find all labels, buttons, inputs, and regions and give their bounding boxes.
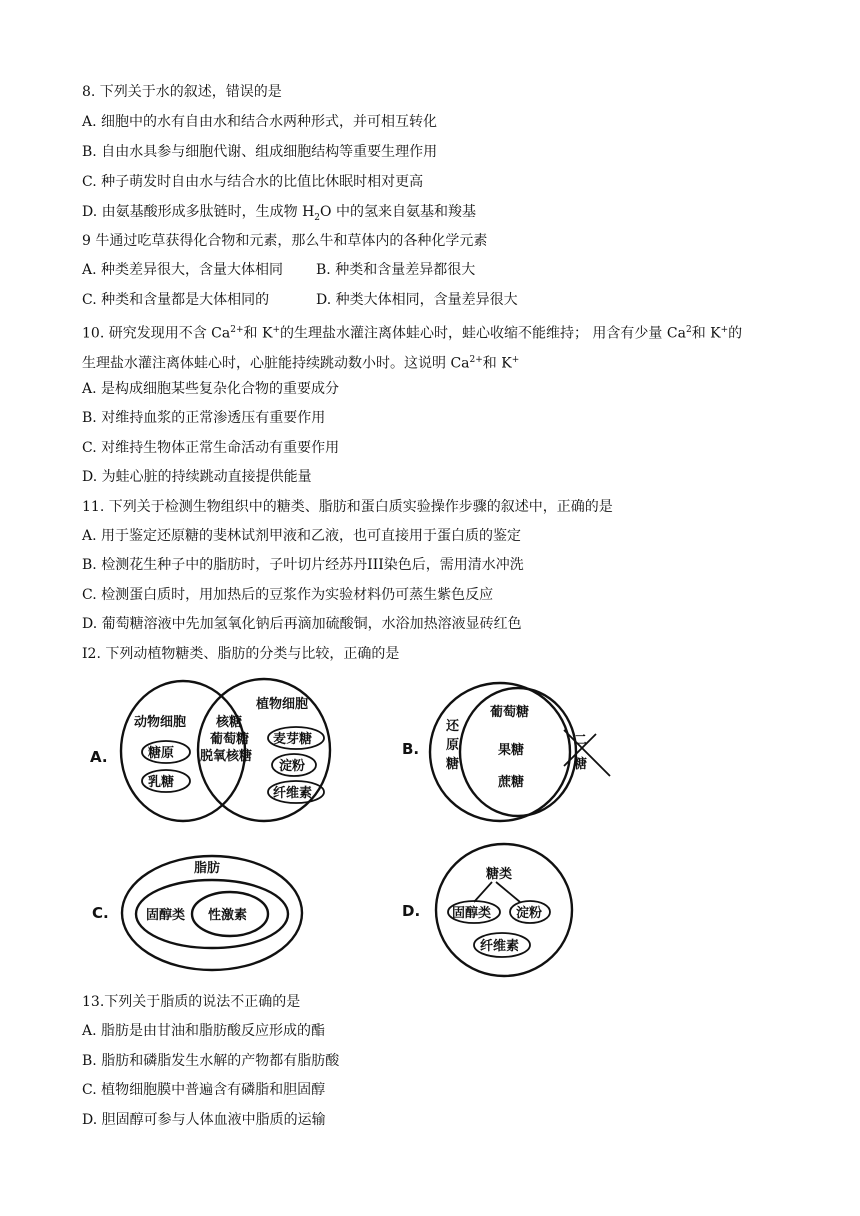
q10-sup-2: + xyxy=(272,325,280,335)
q9-option-a: A. 种类差异很大，含量大体相同 xyxy=(82,262,284,278)
q8-stem: 8. 下列关于水的叙述，错误的是 xyxy=(82,84,282,100)
q13-stem: 13.下列关于脂质的说法不正确的是 xyxy=(82,994,301,1010)
label-di-1: 二 xyxy=(574,733,588,748)
q9-option-d: D. 种类大体相同，含量差异很大 xyxy=(316,292,518,308)
label-sucrose: 蔗糖 xyxy=(498,775,525,790)
q11-option-a: A. 用于鉴定还原糖的斐林试剂甲液和乙液，也可直接用于蛋白质的鉴定 xyxy=(82,528,522,544)
label-maltose: 麦芽糖 xyxy=(273,732,313,747)
label-animal-cell: 动物细胞 xyxy=(134,715,187,730)
diagram-b-letter: B. xyxy=(402,740,420,758)
q13-option-a: A. 脂肪是由甘油和脂肪酸反应形成的酯 xyxy=(82,1023,326,1039)
q10-sup-3: 2 xyxy=(685,325,692,335)
q10-text-2a: 生理盐水灌注离体蛙心时，心脏能持续跳动数小时。这说明 Ca xyxy=(82,355,470,372)
q12-diagram-b xyxy=(396,680,618,828)
label-glucose-a: 葡萄糖 xyxy=(210,732,250,747)
q10-option-a: A. 是构成细胞某些复杂化合物的重要成分 xyxy=(82,381,340,397)
q10-option-d: D. 为蛙心脏的持续跳动直接提供能量 xyxy=(82,469,312,485)
q12-stem: I2. 下列动植物糖类、脂肪的分类与比较，正确的是 xyxy=(82,646,400,662)
label-fructose: 果糖 xyxy=(498,743,525,758)
diagram-d-letter: D. xyxy=(402,902,421,920)
label-reducing-3: 糖 xyxy=(446,757,460,772)
diagram-a-letter: A. xyxy=(90,748,108,766)
q13-option-b: B. 脂肪和磷脂发生水解的产物都有脂肪酸 xyxy=(82,1053,340,1069)
q10-text-1e: 的 xyxy=(728,325,743,342)
q8-option-c: C. 种子萌发时自由水与结合水的比值比休眠时相对更高 xyxy=(82,174,424,190)
q10-text-2b: 和 K xyxy=(482,355,512,372)
label-di-2: 糖 xyxy=(574,757,588,772)
label-sterol-c: 固醇类 xyxy=(146,908,186,923)
label-sterol-d: 固醇类 xyxy=(452,906,492,921)
q8-option-a: A. 细胞中的水有自由水和结合水两种形式，并可相互转化 xyxy=(82,114,438,130)
q10-sup-6: + xyxy=(511,355,520,365)
label-cellulose-d: 纤维素 xyxy=(480,939,520,954)
label-sugar: 糖类 xyxy=(486,867,513,882)
label-starch-d: 淀粉 xyxy=(516,906,543,921)
q10-option-b: B. 对维持血浆的正常渗透压有重要作用 xyxy=(82,410,326,426)
q9-stem: 9 牛通过吃草获得化合物和元素，那么牛和草体内的各种化学元素 xyxy=(82,233,488,249)
q10-sup-1: 2+ xyxy=(230,325,244,335)
q8-option-b: B. 自由水具参与细胞代谢、组成细胞结构等重要生理作用 xyxy=(82,144,438,160)
q10-text-1a: 10. 研究发现用不含 Ca xyxy=(82,325,231,342)
q11-option-d: D. 葡萄糖溶液中先加氢氧化钠后再滴加硫酸铜，水浴加热溶液显砖红色 xyxy=(82,616,522,632)
label-fat: 脂肪 xyxy=(194,861,221,876)
q12-diagram-d xyxy=(398,838,598,978)
q8-option-d xyxy=(82,202,476,228)
label-glucose-b: 葡萄糖 xyxy=(490,705,530,720)
label-sexhormone: 性激素 xyxy=(208,908,248,923)
q9-option-b: B. 种类和含量差异都很大 xyxy=(316,262,476,278)
label-deoxyribose: 脱氧核糖 xyxy=(200,749,253,764)
label-glycogen: 糖原 xyxy=(148,746,175,761)
label-ribose: 核糖 xyxy=(216,715,243,730)
label-reducing-2: 原 xyxy=(446,738,460,753)
q13-option-c: C. 植物细胞膜中普遍含有磷脂和胆固醇 xyxy=(82,1082,326,1098)
q10-stem-line2 xyxy=(82,350,519,374)
q10-text-1d: 和 K xyxy=(691,325,721,342)
label-reducing-1: 还 xyxy=(446,719,460,734)
q10-text-1b: 和 K xyxy=(243,325,273,342)
q10-stem-line1 xyxy=(82,320,742,344)
q10-sup-4: + xyxy=(720,325,729,335)
q9-option-c: C. 种类和含量都是大体相同的 xyxy=(82,292,270,308)
q8-d-pre: D. 由氨基酸形成多肽链时，生成物 H xyxy=(82,204,315,220)
q10-sup-5: 2+ xyxy=(469,355,483,365)
q12-diagram-a xyxy=(88,674,350,828)
q11-option-b: B. 检测花生种子中的脂肪时，子叶切片经苏丹III染色后，需用清水冲洗 xyxy=(82,557,524,573)
q12-diagram-c xyxy=(90,846,310,976)
q10-option-c: C. 对维持生物体正常生命活动有重要作用 xyxy=(82,440,340,456)
label-starch-a: 淀粉 xyxy=(279,759,306,774)
branch-line-2 xyxy=(496,882,520,902)
diagram-c-letter: C. xyxy=(92,904,109,922)
q8-d-sub: 2 xyxy=(314,212,321,223)
q11-stem: 11. 下列关于检测生物组织中的糖类、脂肪和蛋白质实验操作步骤的叙述中，正确的是 xyxy=(82,499,613,515)
q13-option-d: D. 胆固醇可参与人体血液中脂质的运输 xyxy=(82,1112,326,1128)
q8-d-post: O 中的氢来自氨基和羧基 xyxy=(320,204,476,220)
q11-option-c: C. 检测蛋白质时，用加热后的豆浆作为实验材料仍可蒸生紫色反应 xyxy=(82,587,494,603)
branch-line-1 xyxy=(474,882,492,902)
label-lactose: 乳糖 xyxy=(148,775,175,790)
label-plant-cell: 植物细胞 xyxy=(256,697,309,712)
label-cellulose-a: 纤维素 xyxy=(273,786,313,801)
q10-text-1c: 的生理盐水灌注离体蛙心时，蛙心收缩不能维持； 用含有少量 Ca xyxy=(279,325,686,342)
